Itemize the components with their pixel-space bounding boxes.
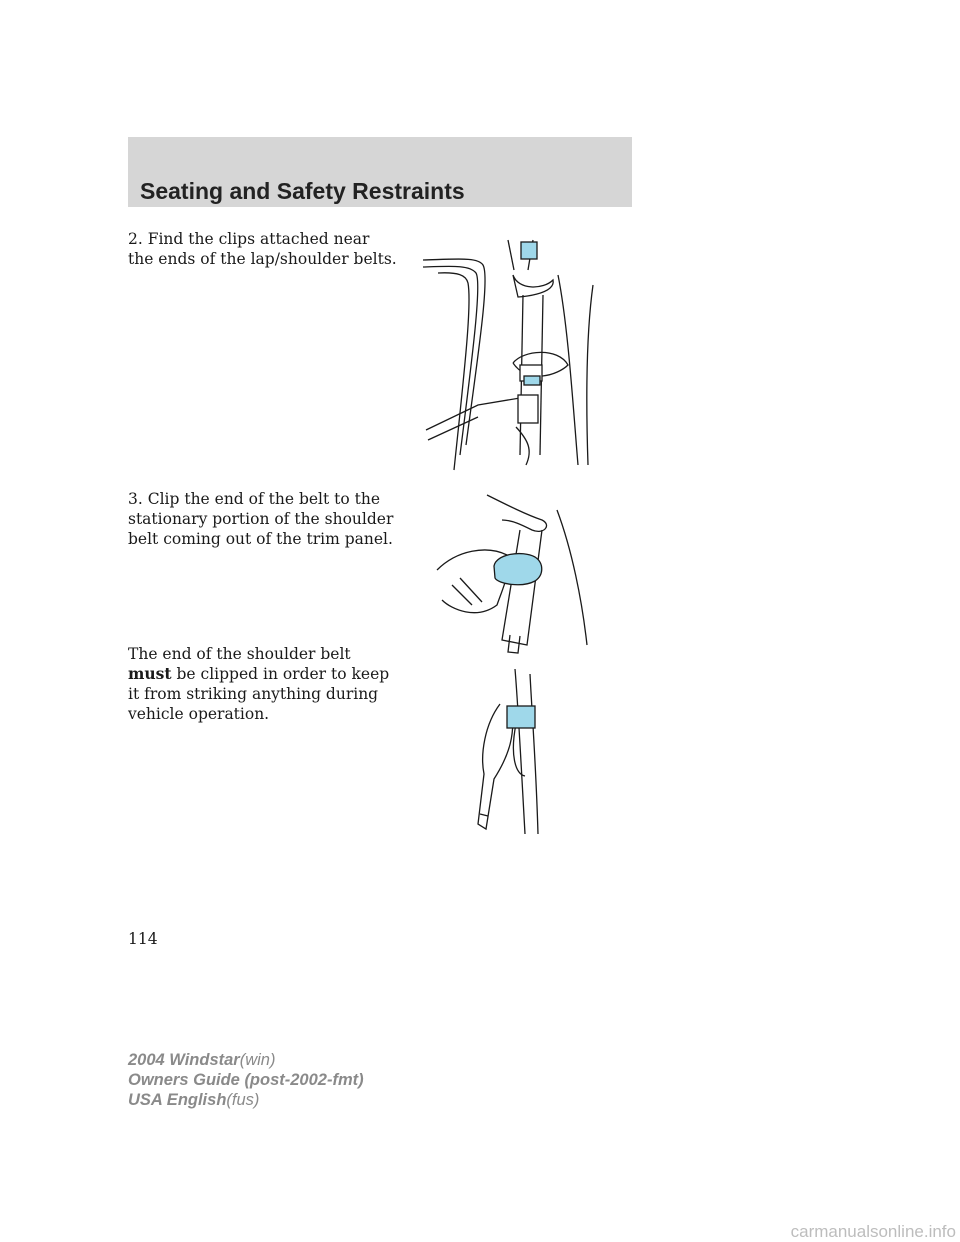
step-3-text: 3. Clip the end of the belt to the stationary portion of the shoulder belt coming out of the trim panel. — [128, 490, 394, 548]
page-number: 114 — [128, 930, 158, 948]
section-title: Seating and Safety Restraints — [140, 178, 465, 204]
figure-clipped-belt — [470, 664, 550, 839]
watermark: carmanualsonline.info — [790, 1222, 956, 1241]
figure-clip-belt — [432, 490, 597, 660]
emphasis-must: must — [128, 664, 172, 683]
figure-find-clips — [418, 235, 603, 475]
step-2-text: 2. Find the clips attached near the ends of the lap/shoulder belts. — [128, 230, 397, 268]
note-text: The end of the shoulder belt must be clipped in order to keep it from striking anything during vehicle operation. — [128, 645, 390, 723]
footer-info: 2004 Windstar(win) Owners Guide (post-2002-fmt) USA English(fus) — [128, 1051, 364, 1109]
